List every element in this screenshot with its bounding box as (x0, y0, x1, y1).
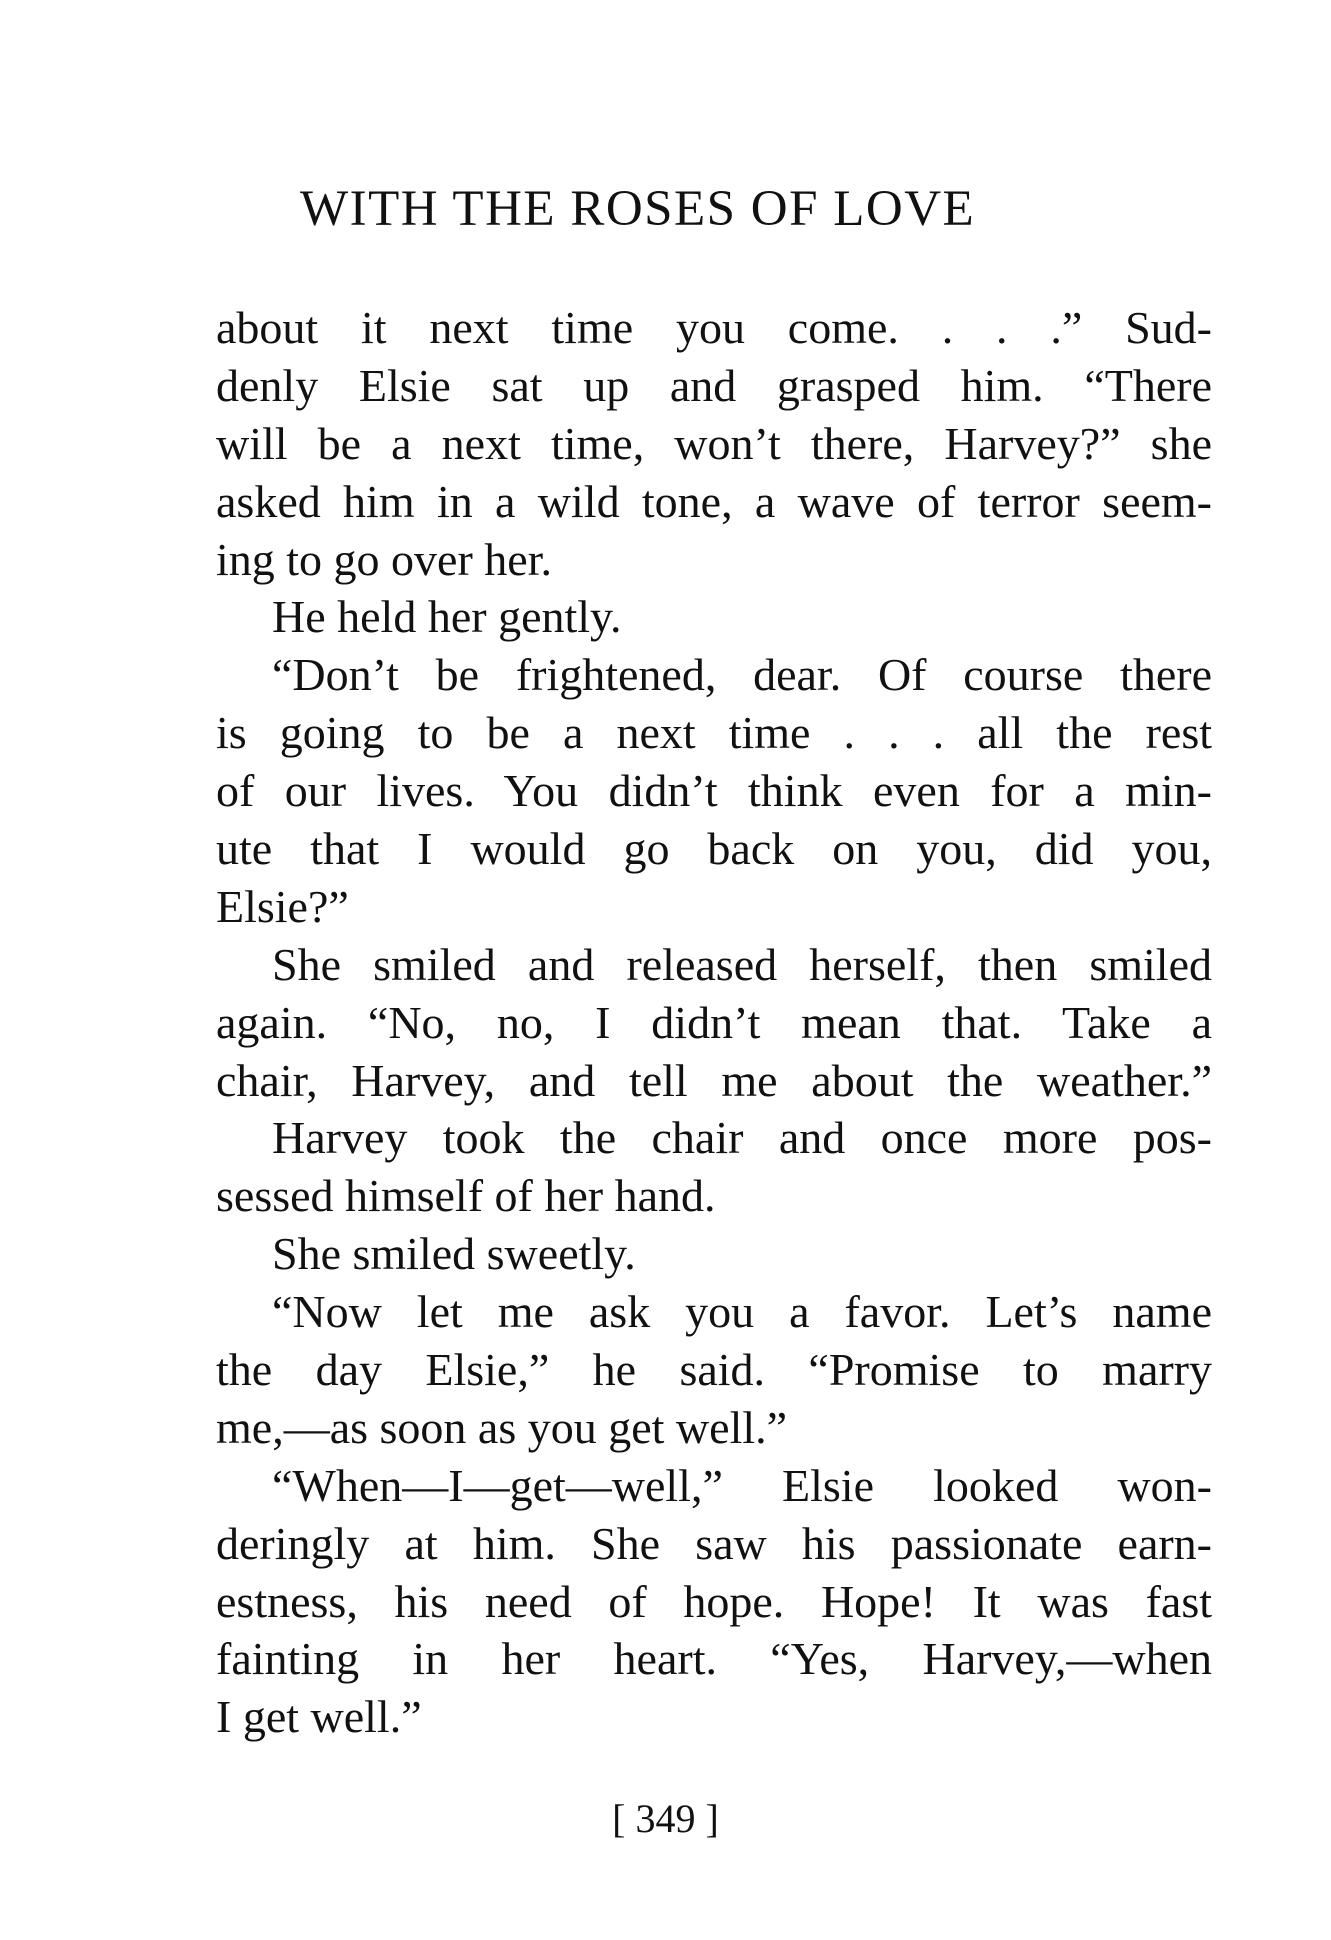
text-line: ute that I would go back on you, did you, (216, 823, 1212, 875)
text-line: sessed himself of her hand. (216, 1170, 716, 1222)
text-line: asked him in a wild tone, a wave of terror seem- (216, 475, 1212, 527)
running-head-title: WITH THE ROSES OF LOVE (300, 181, 976, 237)
text-line: Harvey took the chair and once more pos- (272, 1112, 1212, 1164)
text-line: “Now let me ask you a favor. Let’s name (272, 1286, 1212, 1338)
text-line: She smiled sweetly. (272, 1228, 636, 1280)
text-line: I get well.” (216, 1691, 422, 1743)
text-line: again. “No, no, I didn’t mean that. Take a (216, 996, 1212, 1048)
text-line: of our lives. You didn’t think even for a min- (216, 765, 1212, 817)
text-line: She smiled and released herself, then smiled (272, 938, 1212, 990)
text-line: the day Elsie,” he said. “Promise to marry (216, 1344, 1212, 1396)
text-line: me,—as soon as you get well.” (216, 1401, 788, 1453)
text-line: “Don’t be frightened, dear. Of course there (272, 649, 1212, 701)
text-line: is going to be a next time . . . all the rest (216, 707, 1212, 759)
text-line: He held her gently. (272, 591, 622, 643)
body-text (216, 299, 1212, 1746)
text-line: denly Elsie sat up and grasped him. “There (216, 359, 1212, 411)
text-line: Elsie?” (216, 880, 349, 932)
page-number: [ 349 ] (612, 1796, 719, 1841)
text-line: estness, his need of hope. Hope! It was fast (216, 1575, 1212, 1627)
text-line: fainting in her heart. “Yes, Harvey,—when (216, 1633, 1212, 1685)
text-line: chair, Harvey, and tell me about the weather.” (216, 1054, 1212, 1106)
text-line: ing to go over her. (216, 533, 552, 585)
text-line: about it next time you come. . . .” Sud- (216, 302, 1212, 353)
text-line: will be a next time, won’t there, Harvey?” she (216, 417, 1212, 469)
text-line: deringly at him. She saw his passionate earn- (216, 1517, 1212, 1569)
text-line: “When—I—get—well,” Elsie looked won- (272, 1459, 1212, 1511)
